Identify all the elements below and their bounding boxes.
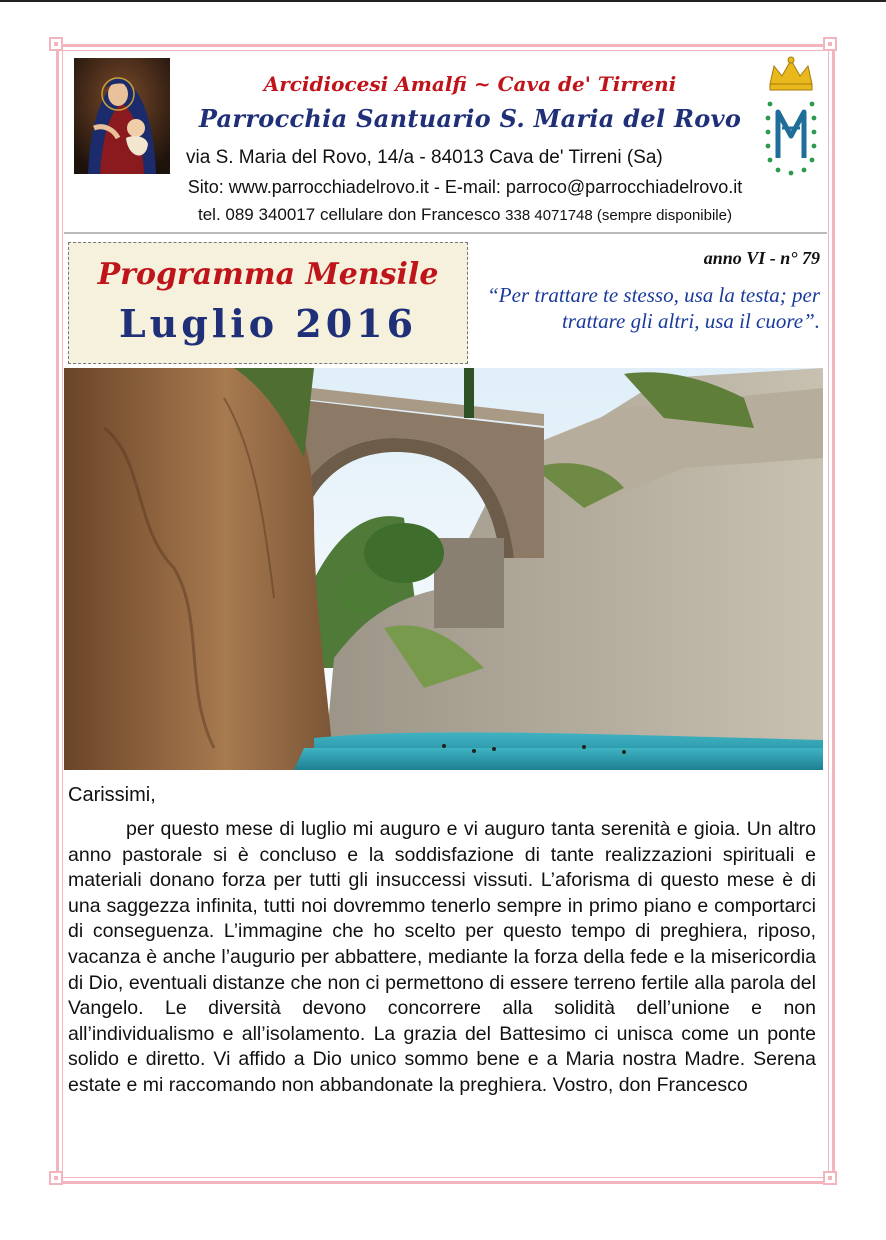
phone-main: tel. 089 340017 cellulare don Francesco [198,205,506,224]
program-month: Luglio 2016 [118,301,418,346]
contact-phone [115,205,815,225]
marian-crown-emblem [760,54,822,176]
contact-website-email: Sito: www.parrocchiadelrovo.it - E-mail: parroco@parrocchiadelrovo.it [187,177,743,197]
fiordo-bridge-photo [64,368,823,770]
letter-greeting: Carissimi, [68,784,156,806]
parish-title: Parrocchia Santuario S. Maria del Rovo [198,104,742,133]
program-title: Programma Mensile [97,257,439,292]
archdiocese-title: Arcidiocesi Amalfi ~ Cava de' Tirreni [263,72,677,96]
corner-ornament-br [823,1171,837,1185]
phone-mobile: 338 4071748 (sempre disponibile) [505,207,732,224]
corner-ornament-tl [49,37,63,51]
monthly-quote: “Per trattare te stesso, usa la testa; per trattare gli altri, usa il cuore”. [487,283,820,333]
header-divider [64,232,827,234]
parish-address: via S. Maria del Rovo, 14/a - 84013 Cava de' Tirreni (Sa) [186,147,663,168]
top-rule [0,0,886,2]
letter-body: per questo mese di luglio mi auguro e vi auguro tanta serenità e gioia. Un altro anno pastorale si è concluso e la soddisfazione di tante realizzazioni spirituali e materiali donano forza per tutti gli insuccessi vissuti. L’aforisma di questo mese è di una saggezza infinita, tutti noi dovremmo tenerlo sempre in primo piano e comportarci di conseguenza. L’immagine che ho scelto per questo tempo di preghiera, riposo, vacanza è anche l’augurio per abbattere, mediante la forza della fede e la misericordia di Dio, eventuali distanze che non ci permettono di essere terreno fertile alla parola del Vangelo. Le diversità devono concorrere alla solidità dell’unione e non all’individualismo e all’isolamento. La grazia del Battesimo ci unisca come un ponte solido e diretto. Vi affido a Dio unico sommo bene e a Maria nostra Madre. Serena estate e mi raccomando non abbandonate la preghiera. Vostro, don Francesco [68,818,816,1096]
madonna-image [74,58,170,174]
corner-ornament-bl [49,1171,63,1185]
corner-ornament-tr [823,37,837,51]
issue-number: anno VI - n° 79 [703,248,820,268]
monthly-program-box [68,242,468,364]
